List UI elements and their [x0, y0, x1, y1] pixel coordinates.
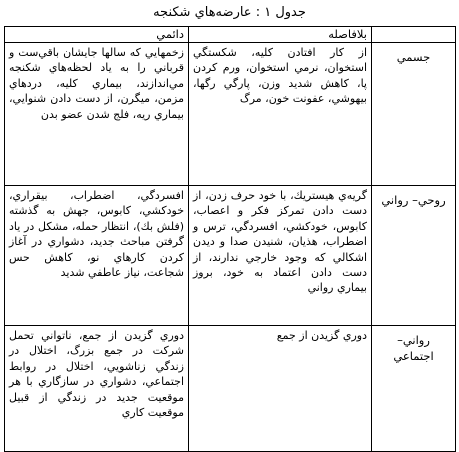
- row-category: رواني– اجتماعي: [372, 326, 456, 452]
- immediate-cell: [189, 43, 372, 186]
- row-category: جسمي: [372, 43, 456, 186]
- header-category: [372, 27, 456, 43]
- header-immediate: بلافاصله: [189, 27, 372, 43]
- table-caption: جدول ۱ : عارضه‌هاي شكنجه: [153, 5, 306, 20]
- cell-text: افسردگي، اضطراب، بيقراري، خودكشي، كابوس، جهش به گذشته (فلش بك)، انتظار حمله، مشكل در ياد گرفتن مباحث جديد، دشواري در آغاز كردن كارهاي نو، كاهش حس شجاعت، نياز عاطفي شديد: [9, 189, 184, 280]
- row-category: روحي– رواني: [372, 186, 456, 326]
- header-row: [5, 27, 456, 43]
- cell-text: گريه‌ي هيستريك، با خود حرف زدن، از دست دادن تمركز فكر و اعصاب، كابوس، خودكشي، افسردگي، ترس و اضطراب، هذيان، شنيدن صدا و ديدن اشكالي كه وجود خارجي ندارند، از دست دادن اعتماد به خود، بروز بيماري رواني: [193, 189, 367, 295]
- permanent-cell: [5, 326, 189, 452]
- immediate-cell: [189, 326, 372, 452]
- permanent-cell: [5, 186, 189, 326]
- torture-effects-table: [4, 26, 456, 452]
- cell-text: دوري گزيدن از جمع: [276, 329, 367, 342]
- cell-text: از كار افتادن كليه، شكستگي استخوان، نرمي استخوان، ورم كردن پا، كاهش شديد وزن، پارگي رگها، بيهوشي، عفونت خون، مرگ: [193, 46, 367, 106]
- immediate-cell: [189, 186, 372, 326]
- table-row: [5, 186, 456, 326]
- table-row: [5, 326, 456, 452]
- cell-text: دوري گزيدن از جمع، ناتواني تحمل شركت در جمع بزرگ، اختلال در زندگي زناشويي، اختلال در روابط اجتماعي، دشواري در سازگاري با هر موقعيت جديد در زندگي از قبيل موقعيت كاري: [9, 329, 184, 420]
- header-permanent: دائمي: [5, 27, 189, 43]
- permanent-cell: [5, 43, 189, 186]
- cell-text: زخمهايي كه سالها جايشان باقي‌ست و قرباني را به ياد لحظه‌هاي شكنجه مي‌اندازند، بيماري كليه، دردهاي مزمن، ميگرن، از دست دادن شنوايي، بيماري ريه، فلج شدن عضو بدن: [9, 46, 184, 121]
- table-row: [5, 43, 456, 186]
